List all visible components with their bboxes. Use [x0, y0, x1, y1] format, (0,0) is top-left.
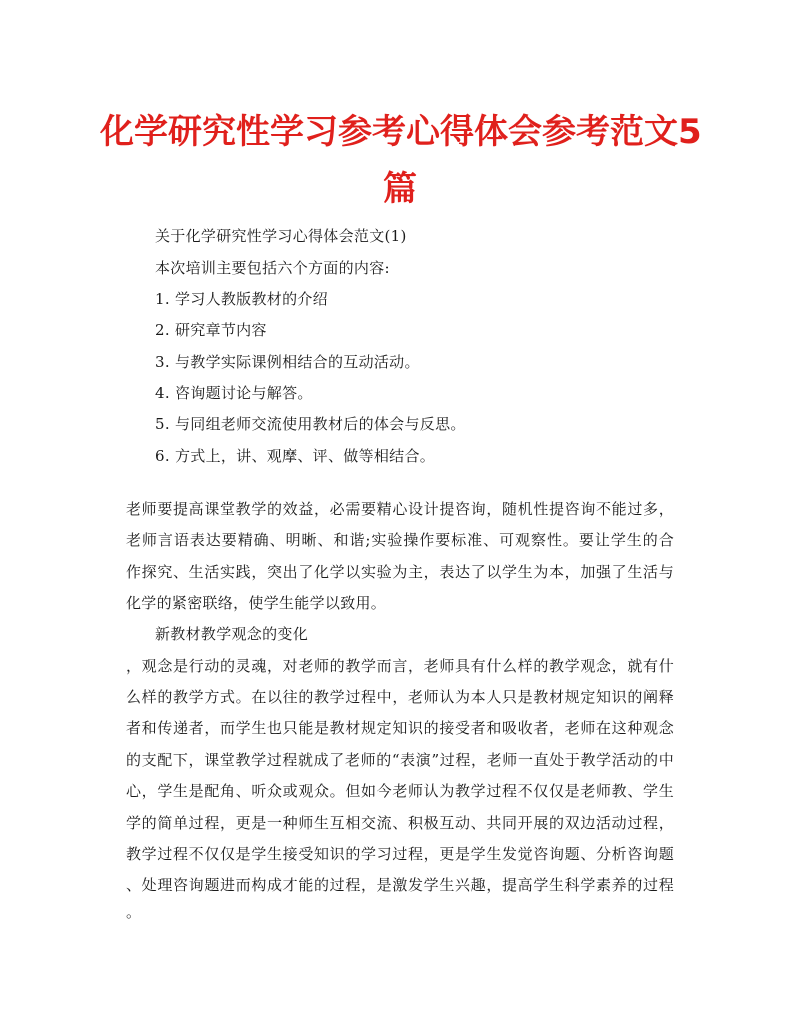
list-item: 4. 咨询题讨论与解答。: [155, 384, 313, 402]
list-item: 6. 方式上，讲、观摩、评、做等相结合。: [155, 447, 436, 465]
paragraph-line: 化学的紧密联络，使学生能学以致用。: [126, 594, 387, 612]
section-heading: 关于化学研究性学习心得体会范文(1): [155, 227, 407, 245]
paragraph-line: 作探究、生活实践，突出了化学以实验为主，表达了以学生为本，加强了生活与: [126, 563, 674, 581]
list-item: 1. 学习人教版教材的介绍: [155, 290, 328, 308]
paragraph-line: 老师言语表达要精确、明晰、和谐;实验操作要标准、可观察性。要让学生的合: [126, 531, 674, 549]
paragraph-line: ，观念是行动的灵魂，对老师的教学而言，老师具有什么样的教学观念，就有什: [126, 657, 674, 675]
paragraph-line: 么样的教学方式。在以往的教学过程中，老师认为本人只是教材规定知识的阐释: [126, 688, 674, 706]
list-item: 5. 与同组老师交流使用教材后的体会与反思。: [155, 415, 466, 433]
list-item: 3. 与教学实际课例相结合的互动活动。: [155, 353, 420, 371]
paragraph-line: 老师要提高课堂教学的效益，必需要精心设计提咨询，随机性提咨询不能过多，: [126, 500, 674, 518]
list-item: 2. 研究章节内容: [155, 321, 267, 339]
paragraph-line: 心，学生是配角、听众或观众。但如今老师认为教学过程不仅仅是老师教、学生: [126, 782, 674, 800]
subheading: 新教材教学观念的变化: [155, 625, 309, 643]
paragraph-line: 者和传递者，而学生也只能是教材规定知识的接受者和吸收者，老师在这种观念: [126, 719, 674, 737]
paragraph-line: 教学过程不仅仅是学生接受知识的学习过程，更是学生发觉咨询题、分析咨询题: [126, 845, 674, 863]
document-title-continued: 篇: [383, 169, 417, 209]
paragraph-line: 学的简单过程，更是一种师生互相交流、积极互动、共同开展的双边活动过程，: [126, 814, 674, 832]
document-title: 化学研究性学习参考心得体会参考范文5: [100, 112, 702, 152]
paragraph-line: 的支配下，课堂教学过程就成了老师的“表演”过程，老师一直处于教学活动的中: [126, 751, 674, 769]
paragraph-line: 。: [126, 903, 142, 921]
paragraph-line: 、处理咨询题进而构成才能的过程，是激发学生兴趣，提高学生科学素养的过程: [126, 876, 674, 894]
intro-lead: 本次培训主要包括六个方面的内容:: [155, 259, 390, 277]
